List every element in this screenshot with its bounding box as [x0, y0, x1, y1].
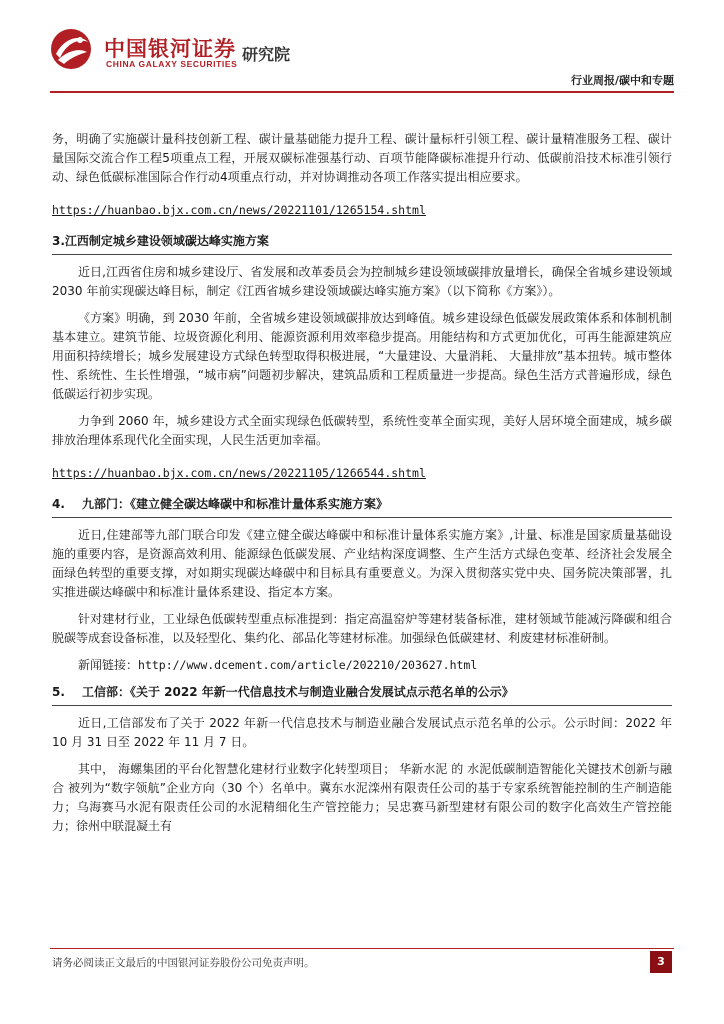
document-body — [52, 130, 672, 844]
source-link[interactable]: https://huanbao.bjx.com.cn/news/20221101/1265154.shtml — [52, 203, 426, 217]
section-heading: 工信部：《关于 2022 年新一代信息技术与制造业融合发展试点示范名单的公示》 — [82, 685, 514, 699]
section-4-title — [52, 495, 672, 518]
galaxy-logo-icon — [50, 28, 92, 70]
section-heading: 九部门：《建立健全碳达峰碳中和标准计量体系实施方案》 — [82, 497, 389, 511]
paragraph: 近日,江西省住房和城乡建设厅、省发展和改革委员会为控制城乡建设领域碳排放量增长，确保全省城乡建设领域 2030 年前实现碳达峰目标，制定《江西省城乡建设领域碳达峰实施方案》（以下简称《方案》）。 — [52, 265, 672, 298]
paragraph: 近日,住建部等九部门联合印发《建立健全碳达峰碳中和标准计量体系实施方案》,计量、标准是国家质量基础设施的重要内容，是资源高效利用、能源绿色低碳发展、产业结构深度调整、生产生活方式绿色变革、经济社会发展全面绿色转型的重要支撑，对如期实现碳达峰碳中和目标具有重要意义。为深入贯彻落实党中央、国务院决策部署，扎实推进碳达峰碳中和标准计量体系建设、指定本方案。 — [52, 528, 672, 599]
section-number: 4. — [52, 497, 65, 511]
report-type: 行业周报/碳中和专题 — [570, 74, 674, 87]
logo-english-name: CHINA GALAXY SECURITIES — [106, 59, 238, 69]
page-header — [0, 0, 724, 100]
page-number: 3 — [650, 951, 672, 973]
footer-divider — [50, 948, 674, 949]
section-number: 5. — [52, 685, 65, 699]
footer-disclaimer: 请务必阅读正文最后的中国银河证券股份公司免责声明。 — [52, 957, 315, 969]
paragraph: 其中， 海螺集团的平台化智慧化建材行业数字化转型项目； 华新水泥 的 水泥低碳制造智能化关键技术创新与融合 被列为“数字领航”企业方向（30 个）名单中。冀东水泥滦州有限责任公司的基于专家系统智能控制的生产制造能力；乌海赛马水泥有限责任公司的水泥精细化生产管控能力；吴忠赛马新型建材有限公司的数字化高效生产管控能力；徐州中联混凝土有 — [52, 762, 672, 833]
news-link-label: 新闻链接： — [78, 658, 139, 672]
news-link-url[interactable]: http://www.dcement.com/article/202210/203627.html — [138, 658, 478, 672]
header-divider — [50, 91, 674, 93]
paragraph: 针对建材行业，工业绿色低碳转型重点标准提到：指定高温窑炉等建材装备标准，建材领域节能减污降碳和组合脱碳等成套设备标准，以及轻型化、集约化、部品化等建材标准。加强绿色低碳建材、利废建材标准研制。 — [52, 612, 672, 645]
institute-label: 研究院 — [242, 45, 291, 64]
logo-chinese-name: 中国银河证券 — [104, 37, 236, 61]
paragraph: 近日,工信部发布了关于 2022 年新一代信息技术与制造业融合发展试点示范名单的公示。公示时间：2022 年 10 月 31 日至 2022 年 11 月 7 日。 — [52, 716, 672, 749]
paragraph: 力争到 2060 年，城乡建设方式全面实现绿色低碳转型，系统性变革全面实现，美好人居环境全面建成，城乡碳排放治理体系现代化全面实现，人民生活更加幸福。 — [52, 414, 672, 447]
paragraph: 务，明确了实施碳计量科技创新工程、碳计量基础能力提升工程、碳计量标杆引领工程、碳计量精准服务工程、碳计量国际交流合作工程5项重点工程，开展双碳标准强基行动、百项节能降碳标准提升行动、低碳前沿技术标准引领行动、绿色低碳标准国际合作行动4项重点行动，并对协调推动各项工作落实提出相应要求。 — [52, 132, 672, 184]
section-5-title — [52, 683, 672, 706]
paragraph: 《方案》明确，到 2030 年前，全省城乡建设领域碳排放达到峰值。城乡建设绿色低碳发展政策体系和体制机制基本建立。建筑节能、垃圾资源化利用、能源资源利用效率稳步提高。用能结构和方式更加优化，可再生能源建筑应用面积持续增长；城乡发展建设方式绿色转型取得积极进展，“大量建设、大量消耗、 大量排放”基本扭转。城市整体性、系统性、生长性增强，“城市病”问题初步解决，建筑品质和工程质量进一步提高。绿色生活方式普遍形成，绿色低碳运行初步实现。 — [52, 311, 672, 401]
source-link[interactable]: https://huanbao.bjx.com.cn/news/20221105/1266544.shtml — [52, 466, 426, 480]
news-link-line — [78, 656, 672, 675]
section-3-title: 3.江西制定城乡建设领域碳达峰实施方案 — [52, 232, 672, 255]
